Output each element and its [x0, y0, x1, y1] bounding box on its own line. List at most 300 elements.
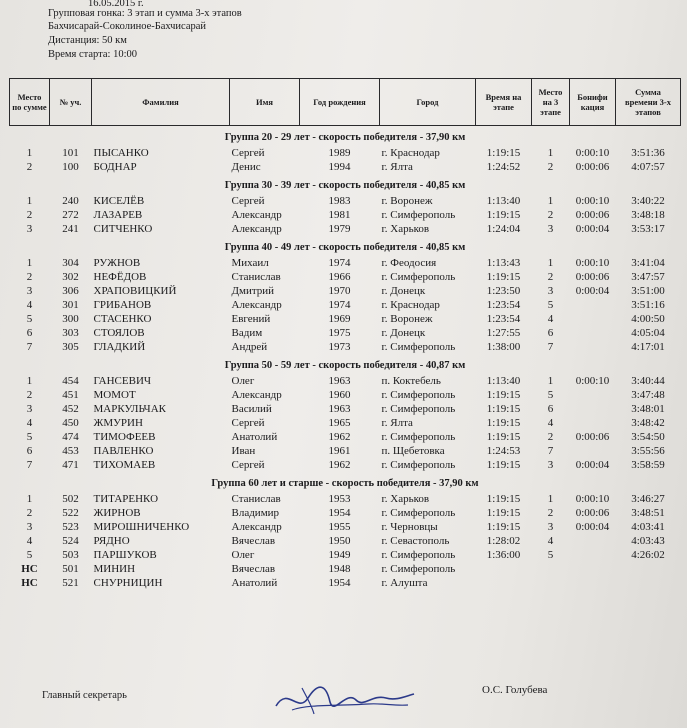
total-time-cell: 3:48:18: [631, 209, 665, 221]
group-title: Группа 30 - 39 лет - скорость победителя - 40,85 км: [224, 180, 466, 191]
total-time-cell: [616, 562, 681, 576]
bonus-cell: [570, 298, 616, 312]
first-name-cell: Сергей: [231, 417, 265, 429]
total-time-cell: 3:47:57: [631, 271, 665, 283]
first-name-cell: Станислав: [231, 271, 281, 283]
bib-number-cell: 451: [62, 389, 79, 401]
birth-year-cell: 1962: [328, 459, 351, 471]
city-cell: г. Алушта: [381, 577, 428, 589]
group-title-row: [10, 472, 681, 492]
table-row: [10, 222, 681, 236]
surname-cell: РЯДНО: [93, 535, 130, 547]
first-name-cell: Сергей: [231, 459, 265, 471]
birth-year-cell: 1973: [328, 341, 351, 353]
surname-cell: ПАВЛЕНКО: [93, 445, 154, 457]
stage-place-cell: 1: [547, 147, 554, 159]
bonus-cell: 0:00:04: [575, 521, 610, 533]
stage-time-cell: 1:19:15: [486, 493, 521, 505]
stage-time-cell: 1:13:40: [486, 375, 521, 387]
bib-number-cell: 524: [62, 535, 79, 547]
city-cell: п. Коктебель: [381, 375, 441, 387]
city-cell: г. Воронеж: [381, 195, 433, 207]
city-cell: г. Феодосия: [381, 257, 437, 269]
bib-number-cell: 306: [62, 285, 79, 297]
surname-cell: МАРКУЛЬЧАК: [93, 403, 166, 415]
column-header: № уч.: [50, 79, 92, 126]
stage-place-cell: 1: [547, 195, 554, 207]
bib-number-cell: 521: [62, 577, 79, 589]
birth-year-cell: 1994: [328, 161, 351, 173]
city-cell: г. Харьков: [381, 223, 430, 235]
surname-cell: КИСЕЛЁВ: [93, 195, 145, 207]
place-cell: 2: [26, 271, 33, 283]
first-name-cell: Дмитрий: [231, 285, 275, 297]
secretary-name: О.С. Голубева: [482, 684, 548, 696]
bonus-cell: [570, 312, 616, 326]
bonus-cell: 0:00:04: [575, 459, 610, 471]
bonus-cell: [570, 548, 616, 562]
total-time-cell: 3:51:36: [631, 147, 665, 159]
stage-place-cell: 2: [547, 431, 554, 443]
city-cell: г. Симферополь: [381, 431, 456, 443]
city-cell: г. Ялта: [381, 417, 413, 429]
birth-year-cell: 1989: [328, 147, 351, 159]
stage-place-cell: 3: [547, 521, 554, 533]
stage-time-cell: 1:23:54: [486, 299, 521, 311]
birth-year-cell: 1969: [328, 313, 351, 325]
stage-time-cell: 1:28:02: [486, 535, 521, 547]
group-title-row: [10, 174, 681, 194]
bonus-cell: [570, 444, 616, 458]
stage-time-cell: 1:27:55: [486, 327, 521, 339]
total-time-cell: 4:00:50: [631, 313, 665, 325]
birth-year-cell: 1954: [328, 507, 351, 519]
table-row: [10, 520, 681, 534]
city-cell: г. Симферополь: [381, 271, 456, 283]
protocol-date: 16.05.2015 г.: [88, 0, 144, 9]
bib-number-cell: 300: [62, 313, 79, 325]
surname-cell: МИНИН: [93, 563, 136, 575]
race-title: Групповая гонка: 3 этап и сумма 3-х этапов: [48, 8, 242, 19]
stage-place-cell: 2: [547, 161, 554, 173]
city-cell: г. Севастополь: [381, 535, 450, 547]
column-header: Год рождения: [300, 79, 380, 126]
table-row: [10, 430, 681, 444]
city-cell: г. Краснодар: [381, 147, 440, 159]
stage-time-cell: 1:19:15: [486, 147, 521, 159]
surname-cell: ЖМУРИН: [93, 417, 143, 429]
group-title-row: [10, 126, 681, 147]
birth-year-cell: 1962: [328, 431, 351, 443]
city-cell: г. Симферополь: [381, 389, 456, 401]
bonus-cell: [570, 562, 616, 576]
total-time-cell: 3:47:48: [631, 389, 665, 401]
place-cell: 7: [26, 341, 33, 353]
total-time-cell: 3:48:42: [631, 417, 665, 429]
stage-time-cell: 1:24:04: [486, 223, 521, 235]
first-name-cell: Олег: [231, 375, 255, 387]
race-start-time: Время старта: 10:00: [48, 49, 137, 60]
stage-time-cell: 1:24:53: [486, 445, 521, 457]
birth-year-cell: 1960: [328, 389, 351, 401]
table-header-row: [10, 79, 681, 126]
table-row: [10, 208, 681, 222]
bonus-cell: 0:00:10: [575, 375, 610, 387]
bonus-cell: 0:00:06: [575, 431, 610, 443]
bonus-cell: 0:00:04: [575, 285, 610, 297]
bonus-cell: [570, 416, 616, 430]
table-row: [10, 534, 681, 548]
city-cell: г. Воронеж: [381, 313, 433, 325]
place-cell: 6: [26, 327, 33, 339]
table-row: [10, 402, 681, 416]
first-name-cell: Сергей: [231, 147, 265, 159]
city-cell: г. Ялта: [381, 161, 413, 173]
stage-time-cell: 1:19:15: [486, 521, 521, 533]
bib-number-cell: 501: [62, 563, 79, 575]
bonus-cell: 0:00:06: [575, 161, 610, 173]
column-header: Бонифи кация: [570, 79, 616, 126]
column-header: Сумма времени 3-х этапов: [616, 79, 681, 126]
stage-place-cell: 1: [547, 257, 554, 269]
city-cell: г. Симферополь: [381, 507, 456, 519]
column-header: Место на 3 этапе: [532, 79, 570, 126]
bib-number-cell: 454: [62, 375, 79, 387]
bib-number-cell: 305: [62, 341, 79, 353]
column-header: Фамилия: [92, 79, 230, 126]
city-cell: г. Донецк: [381, 285, 426, 297]
first-name-cell: Владимир: [231, 507, 280, 519]
bonus-cell: 0:00:10: [575, 257, 610, 269]
total-time-cell: [616, 576, 681, 590]
table-row: [10, 562, 681, 576]
first-name-cell: Александр: [231, 521, 282, 533]
place-cell: 2: [26, 161, 33, 173]
stage-time-cell: 1:19:15: [486, 209, 521, 221]
stage-place-cell: 5: [547, 299, 554, 311]
group-title: Группа 40 - 49 лет - скорость победителя - 40,85 км: [224, 242, 466, 253]
total-time-cell: 4:03:41: [631, 521, 665, 533]
table-row: [10, 548, 681, 562]
bib-number-cell: 301: [62, 299, 79, 311]
first-name-cell: Александр: [231, 299, 282, 311]
stage-time-cell: 1:19:15: [486, 459, 521, 471]
bonus-cell: [570, 402, 616, 416]
bib-number-cell: 101: [62, 147, 79, 159]
birth-year-cell: 1948: [328, 563, 351, 575]
bonus-cell: [570, 534, 616, 548]
place-cell: 4: [26, 299, 33, 311]
bib-number-cell: 474: [62, 431, 79, 443]
stage-place-cell: [532, 562, 570, 576]
first-name-cell: Вячеслав: [231, 535, 276, 547]
column-header: Место по сумме: [10, 79, 50, 126]
bonus-cell: [570, 388, 616, 402]
surname-cell: СТАСЕНКО: [93, 313, 152, 325]
stage-time-cell: 1:19:15: [486, 389, 521, 401]
place-cell: 4: [26, 535, 33, 547]
first-name-cell: Денис: [231, 161, 261, 173]
city-cell: п. Щебетовка: [381, 445, 445, 457]
birth-year-cell: 1950: [328, 535, 351, 547]
bib-number-cell: 453: [62, 445, 79, 457]
place-cell: 7: [26, 459, 33, 471]
stage-place-cell: 5: [547, 549, 554, 561]
total-time-cell: 3:48:51: [631, 507, 665, 519]
table-row: [10, 458, 681, 472]
stage-place-cell: 7: [547, 445, 554, 457]
bonus-cell: 0:00:10: [575, 147, 610, 159]
bib-number-cell: 240: [62, 195, 79, 207]
place-cell: 3: [26, 285, 33, 297]
stage-place-cell: 6: [547, 403, 554, 415]
table-row: [10, 270, 681, 284]
bib-number-cell: 304: [62, 257, 79, 269]
stage-place-cell: 1: [547, 375, 554, 387]
surname-cell: ГРИБАНОВ: [93, 299, 152, 311]
birth-year-cell: 1974: [328, 299, 351, 311]
total-time-cell: 3:58:59: [631, 459, 665, 471]
surname-cell: ТИМОФЕЕВ: [93, 431, 156, 443]
total-time-cell: 3:51:16: [631, 299, 665, 311]
stage-time-cell: 1:19:15: [486, 403, 521, 415]
stage-place-cell: 2: [547, 271, 554, 283]
stage-time-cell: 1:24:52: [486, 161, 521, 173]
first-name-cell: Вадим: [231, 327, 263, 339]
bonus-cell: 0:00:06: [575, 271, 610, 283]
total-time-cell: 4:17:01: [631, 341, 665, 353]
place-cell: 1: [26, 375, 33, 387]
surname-cell: ПЫСАНКО: [93, 147, 149, 159]
table-row: [10, 312, 681, 326]
surname-cell: НЕФЁДОВ: [93, 271, 147, 283]
bib-number-cell: 272: [62, 209, 79, 221]
surname-cell: СИТЧЕНКО: [93, 223, 153, 235]
stage-place-cell: 3: [547, 459, 554, 471]
bonus-cell: [570, 326, 616, 340]
first-name-cell: Вячеслав: [231, 563, 276, 575]
stage-place-cell: 1: [547, 493, 554, 505]
stage-time-cell: 1:19:15: [486, 271, 521, 283]
birth-year-cell: 1954: [328, 577, 351, 589]
first-name-cell: Александр: [231, 389, 282, 401]
table-row: [10, 256, 681, 270]
race-route: Бахчисарай-Соколиное-Бахчисарай: [48, 21, 207, 32]
table-row: [10, 194, 681, 208]
column-header: Город: [380, 79, 476, 126]
birth-year-cell: 1981: [328, 209, 351, 221]
place-cell: НС: [21, 577, 38, 589]
stage-time-cell: 1:19:15: [486, 431, 521, 443]
birth-year-cell: 1963: [328, 403, 351, 415]
total-time-cell: 3:53:17: [631, 223, 665, 235]
bib-number-cell: 450: [62, 417, 79, 429]
first-name-cell: Иван: [231, 445, 256, 457]
total-time-cell: 4:05:04: [631, 327, 665, 339]
table-row: [10, 374, 681, 388]
total-time-cell: 4:26:02: [631, 549, 665, 561]
stage-time-cell: 1:23:54: [486, 313, 521, 325]
surname-cell: ХРАПОВИЦКИЙ: [93, 285, 177, 297]
group-title: Группа 20 - 29 лет - скорость победителя - 37,90 км: [224, 132, 466, 143]
place-cell: 5: [26, 313, 33, 325]
first-name-cell: Анатолий: [231, 431, 278, 443]
total-time-cell: 3:48:01: [631, 403, 665, 415]
stage-place-cell: 6: [547, 327, 554, 339]
place-cell: 1: [26, 257, 33, 269]
total-time-cell: 3:41:04: [631, 257, 665, 269]
birth-year-cell: 1965: [328, 417, 351, 429]
stage-time-cell: 1:13:40: [486, 195, 521, 207]
surname-cell: ГЛАДКИЙ: [93, 341, 146, 353]
stage-place-cell: 2: [547, 507, 554, 519]
first-name-cell: Василий: [231, 403, 272, 415]
bonus-cell: [570, 576, 616, 590]
total-time-cell: 3:40:22: [631, 195, 665, 207]
surname-cell: ГАНСЕВИЧ: [93, 375, 152, 387]
stage-time-cell: 1:36:00: [486, 549, 521, 561]
place-cell: 1: [26, 195, 33, 207]
results-table: [9, 78, 681, 590]
first-name-cell: Александр: [231, 209, 282, 221]
place-cell: НС: [21, 563, 38, 575]
surname-cell: МИРОШНИЧЕНКО: [93, 521, 190, 533]
bib-number-cell: 522: [62, 507, 79, 519]
bonus-cell: 0:00:10: [575, 195, 610, 207]
first-name-cell: Евгений: [231, 313, 271, 325]
column-header: Время на этапе: [476, 79, 532, 126]
first-name-cell: Анатолий: [231, 577, 278, 589]
stage-place-cell: 7: [547, 341, 554, 353]
group-title: Группа 60 лет и старше - скорость победителя - 37,90 км: [211, 478, 479, 489]
surname-cell: ПАРШУКОВ: [93, 549, 157, 561]
total-time-cell: 3:51:00: [631, 285, 665, 297]
city-cell: г. Симферополь: [381, 459, 456, 471]
table-row: [10, 416, 681, 430]
bib-number-cell: 100: [62, 161, 79, 173]
city-cell: г. Симферополь: [381, 549, 456, 561]
signature-image: [268, 676, 418, 720]
table-row: [10, 492, 681, 506]
stage-time-cell: [476, 562, 532, 576]
table-row: [10, 284, 681, 298]
stage-place-cell: 4: [547, 417, 554, 429]
bib-number-cell: 503: [62, 549, 79, 561]
bib-number-cell: 502: [62, 493, 79, 505]
birth-year-cell: 1949: [328, 549, 351, 561]
surname-cell: ЛАЗАРЕВ: [93, 209, 143, 221]
table-row: [10, 340, 681, 354]
surname-cell: РУЖНОВ: [93, 257, 141, 269]
bonus-cell: 0:00:06: [575, 507, 610, 519]
place-cell: 1: [26, 493, 33, 505]
stage-time-cell: 1:23:50: [486, 285, 521, 297]
birth-year-cell: 1955: [328, 521, 351, 533]
city-cell: г. Краснодар: [381, 299, 440, 311]
place-cell: 2: [26, 389, 33, 401]
first-name-cell: Сергей: [231, 195, 265, 207]
stage-place-cell: 5: [547, 389, 554, 401]
surname-cell: СНУРНИЦИН: [93, 577, 163, 589]
city-cell: г. Симферополь: [381, 209, 456, 221]
birth-year-cell: 1974: [328, 257, 351, 269]
city-cell: г. Симферополь: [381, 403, 456, 415]
surname-cell: БОДНАР: [93, 161, 137, 173]
total-time-cell: 4:07:57: [631, 161, 665, 173]
stage-time-cell: 1:19:15: [486, 417, 521, 429]
birth-year-cell: 1975: [328, 327, 351, 339]
table-row: [10, 298, 681, 312]
birth-year-cell: 1953: [328, 493, 351, 505]
stage-place-cell: 4: [547, 535, 554, 547]
bib-number-cell: 452: [62, 403, 79, 415]
birth-year-cell: 1979: [328, 223, 351, 235]
place-cell: 5: [26, 549, 33, 561]
table-row: [10, 506, 681, 520]
place-cell: 2: [26, 209, 33, 221]
stage-place-cell: 3: [547, 285, 554, 297]
total-time-cell: 3:46:27: [631, 493, 665, 505]
surname-cell: СТОЯЛОВ: [93, 327, 145, 339]
bib-number-cell: 303: [62, 327, 79, 339]
bonus-cell: [570, 340, 616, 354]
birth-year-cell: 1963: [328, 375, 351, 387]
table-row: [10, 444, 681, 458]
first-name-cell: Андрей: [231, 341, 268, 353]
bonus-cell: 0:00:06: [575, 209, 610, 221]
stage-time-cell: 1:13:43: [486, 257, 521, 269]
group-title: Группа 50 - 59 лет - скорость победителя - 40,87 км: [224, 360, 466, 371]
bonus-cell: 0:00:10: [575, 493, 610, 505]
table-row: [10, 160, 681, 174]
total-time-cell: 3:55:56: [631, 445, 665, 457]
group-title-row: [10, 354, 681, 374]
surname-cell: ТИТАРЕНКО: [93, 493, 159, 505]
secretary-label: Главный секретарь: [42, 690, 127, 701]
place-cell: 3: [26, 521, 33, 533]
table-row: [10, 326, 681, 340]
column-header: Имя: [230, 79, 300, 126]
place-cell: 6: [26, 445, 33, 457]
stage-place-cell: [532, 576, 570, 590]
place-cell: 3: [26, 403, 33, 415]
bonus-cell: 0:00:04: [575, 223, 610, 235]
first-name-cell: Александр: [231, 223, 282, 235]
stage-time-cell: 1:38:00: [486, 341, 521, 353]
city-cell: г. Черновцы: [381, 521, 438, 533]
city-cell: г. Харьков: [381, 493, 430, 505]
bib-number-cell: 523: [62, 521, 79, 533]
results-body: [10, 126, 681, 591]
city-cell: г. Симферополь: [381, 563, 456, 575]
birth-year-cell: 1966: [328, 271, 351, 283]
table-row: [10, 388, 681, 402]
total-time-cell: 3:40:44: [631, 375, 665, 387]
surname-cell: ТИХОМАЕВ: [93, 459, 156, 471]
race-distance: Дистанция: 50 км: [48, 35, 127, 46]
place-cell: 4: [26, 417, 33, 429]
first-name-cell: Михаил: [231, 257, 269, 269]
surname-cell: ЖИРНОВ: [93, 507, 141, 519]
table-row: [10, 576, 681, 590]
birth-year-cell: 1983: [328, 195, 351, 207]
first-name-cell: Олег: [231, 549, 255, 561]
first-name-cell: Станислав: [231, 493, 281, 505]
stage-time-cell: [476, 576, 532, 590]
total-time-cell: 4:03:43: [631, 535, 665, 547]
group-title-row: [10, 236, 681, 256]
place-cell: 2: [26, 507, 33, 519]
